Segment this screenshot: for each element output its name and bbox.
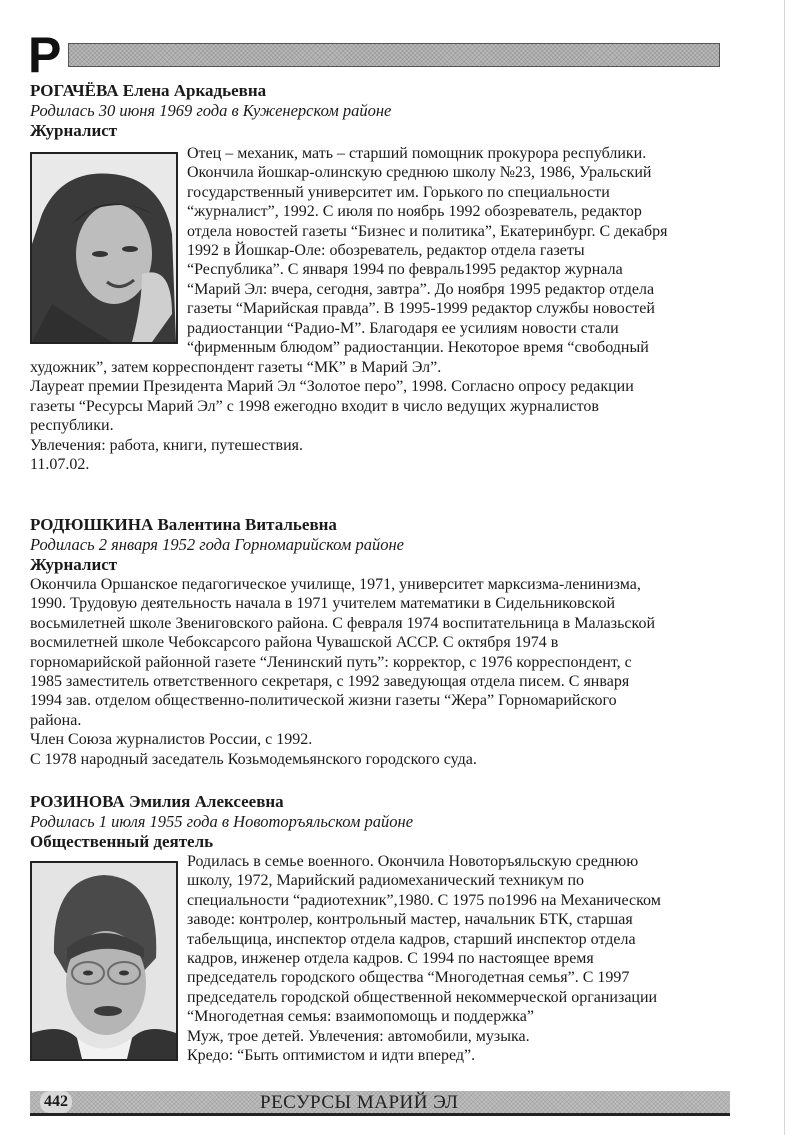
entry-rodyushkina: [30, 515, 760, 769]
bio-line: Муж, трое детей. Увлечения: автомобили, музыка.: [187, 1027, 530, 1045]
bio-line: “Республика”. С января 1994 по февраль1995 редактор журнала: [187, 261, 623, 279]
entry-birth: Родилась 1 июля 1955 года в Новоторъяльском районе: [30, 812, 414, 831]
entry-name: РОДЮШКИНА Валентина Витальевна: [30, 515, 337, 534]
portrait-woman-young-icon: [32, 154, 176, 342]
page-number: 442: [40, 1091, 72, 1113]
section-header: [28, 27, 728, 83]
entry-rogacheva-bio-beside: [187, 144, 757, 357]
bio-line: газеты “Ресурсы Марий Эл” с 1998 ежегодно входит в число ведущих журналистов: [30, 397, 599, 415]
portrait-photo-rogacheva: [30, 152, 178, 344]
bio-line: председатель городской общественной некоммерческой организации: [187, 988, 658, 1006]
bio-line: С 1978 народный заседатель Козьмодемьянского городского суда.: [30, 750, 477, 768]
bio-line: Родилась в семье военного. Окончила Новоторъяльскую среднюю: [187, 853, 639, 870]
bio-line: специальности “радиотехник”,1980. С 1975 по1996 на Механическом: [187, 891, 661, 909]
bio-line: 1990. Трудовую деятельность начала в 1971 учителем математики в Сидельниковской: [30, 595, 616, 613]
bio-line: газеты “Марийская правда”. В 1995-1999 редактор службы новостей: [187, 300, 655, 318]
entry-rozinova-bio-beside: [187, 852, 757, 1065]
bio-line: горномарийской районной газете “Ленинский путь”: корректор, с 1976 корреспондент, с: [30, 653, 632, 671]
bio-line: “фирменным блюдом” радиостанции. Некоторое время “свободный: [187, 339, 649, 357]
bio-line: 1994 зав. отделом общественно-политической жизни газеты “Жера” Горномарийского: [30, 692, 617, 710]
bio-line: государственный университет им. Горького по специальности: [187, 183, 610, 201]
entry-date: 11.07.02.: [30, 456, 90, 474]
bio-line: восьмилетней школе Звениговского района. С февраля 1974 воспитательница в Малазьской: [30, 614, 656, 632]
bio-line: художник”, затем корреспондент газеты “МК” в Марий Эл”.: [30, 359, 442, 376]
page-footer: [30, 1091, 738, 1117]
bio-line: радиостанции “Радио-М”. Благодаря ее усилиям новости стали: [187, 319, 619, 337]
bio-line: кадров, инженер отдела кадров. С 1994 по настоящее время: [187, 950, 594, 968]
entry-rogacheva-bio-full: [30, 358, 760, 474]
bio-line: школу, 1972, Марийский радиомеханический техникум по: [187, 872, 585, 890]
bio-line: “Марий Эл: вчера, сегодня, завтра”. До ноября 1995 редактор отдела: [187, 280, 655, 298]
section-letter: Р: [28, 27, 62, 83]
bio-line: 1985 заместитель ответственного секретаря, с 1992 заведующая отдела писем. С января: [30, 673, 630, 691]
header-decorative-band: [68, 43, 720, 67]
bio-line: “Многодетная семья: взаимопомощь и поддержка”: [187, 1008, 534, 1026]
entry-name: РОЗИНОВА Эмилия Алексеевна: [30, 792, 284, 811]
bio-line: Отец – механик, мать – старший помощник прокурора республики.: [187, 145, 647, 162]
entry-rozinova: [30, 792, 760, 852]
bio-line: района.: [30, 711, 82, 729]
portrait-photo-rozinova: [30, 861, 178, 1061]
entry-name: РОГАЧЁВА Елена Аркадьевна: [30, 81, 267, 100]
bio-line: Лауреат премии Президента Марий Эл “Золотое перо”, 1998. Согласно опросу редакции: [30, 378, 634, 396]
entry-birth: Родилась 2 января 1952 года Горномарийском районе: [30, 535, 404, 554]
portrait-woman-glasses-icon: [32, 863, 176, 1059]
entry-rogacheva: [30, 81, 750, 141]
entry-birth: Родилась 30 июня 1969 года в Куженерском районе: [30, 101, 392, 120]
bio-line: “журналист”, 1992. С июля по ноябрь 1992 обозреватель, редактор: [187, 203, 642, 221]
entry-profession: Общественный деятель: [30, 832, 214, 851]
bio-line: Член Союза журналистов России, с 1992.: [30, 731, 313, 749]
bio-line: Увлечения: работа, книги, путешествия.: [30, 436, 304, 454]
publication-title: РЕСУРСЫ МАРИЙ ЭЛ: [260, 1092, 459, 1113]
bio-line: восмилетней школе Чебоксарсого района Чувашской АССР. С октября 1974 в: [30, 634, 559, 652]
bio-line: заводе: контролер, контрольный мастер, начальник БТК, старшая: [187, 911, 633, 929]
bio-line: 1992 в Йошкар-Оле: обозреватель, редактор отдела газеты: [187, 242, 585, 260]
bio-line: табельщица, инспектор отдела кадров, старший инспектор отдела: [187, 930, 636, 948]
bio-line: Окончила йошкар-олинскую среднюю школу №23, 1986, Уральский: [187, 164, 652, 182]
scan-edge: [784, 0, 785, 1135]
bio-line: Кредо: “Быть оптимистом и идти вперед”.: [187, 1047, 476, 1065]
entry-profession: Журналист: [30, 555, 118, 574]
entry-profession: Журналист: [30, 121, 118, 140]
bio-line: Окончила Оршанское педагогическое училище, 1971, университет марксизма-ленинизма,: [30, 576, 641, 593]
bio-line: председатель городского общества “Многодетная семья”. С 1997: [187, 969, 630, 987]
bio-line: отдела новостей газеты “Бизнес и политика”, Екатеринбург. С декабря: [187, 222, 668, 240]
bio-line: республики.: [30, 417, 114, 435]
